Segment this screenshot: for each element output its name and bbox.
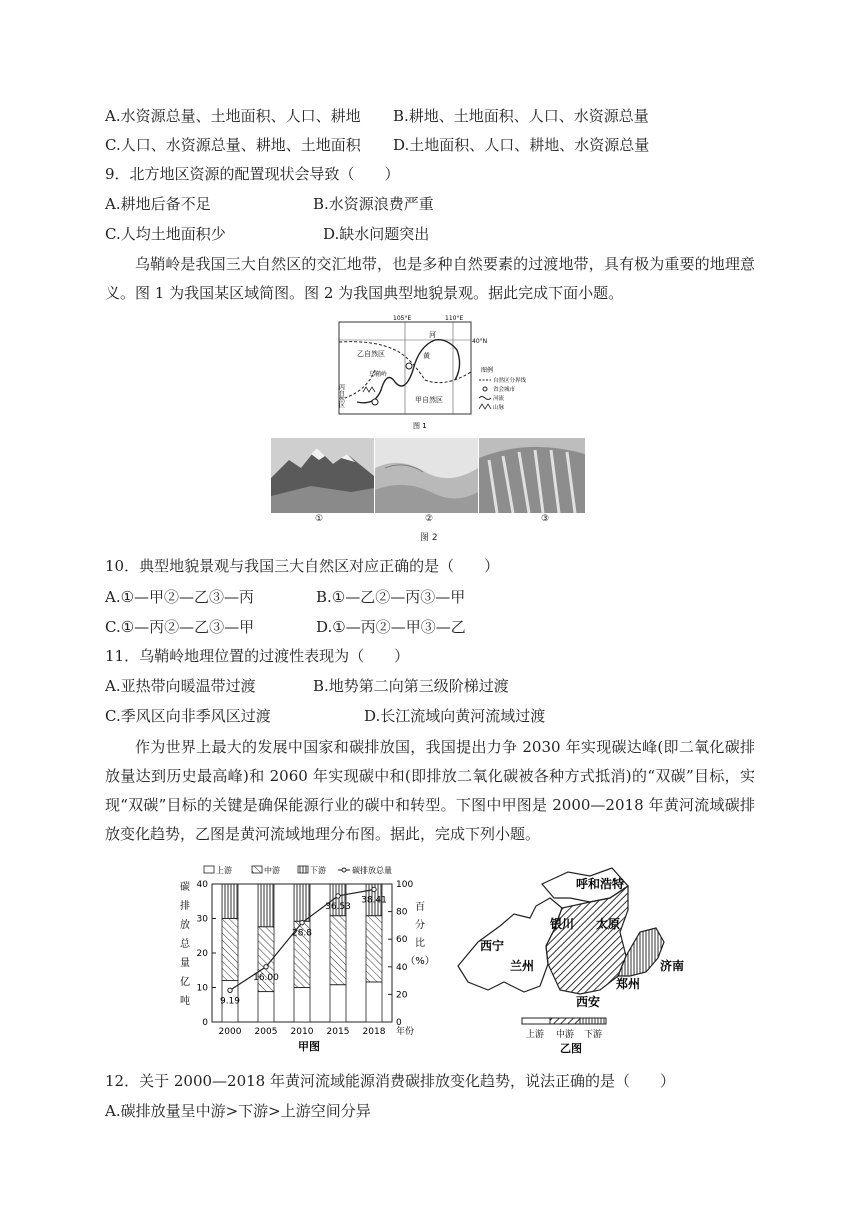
- x-tick-label: 2000: [218, 1027, 242, 1037]
- legend-line-point: [342, 868, 346, 872]
- y-left-tick-label: 0: [202, 1018, 208, 1028]
- city-yinchuan: 银川: [550, 917, 575, 931]
- river-he-label: 河: [429, 331, 436, 339]
- total-emission-data-label: 36.53: [325, 901, 351, 912]
- legend-label: 中游: [264, 866, 280, 875]
- region-jia-label: 甲自然区: [415, 396, 443, 404]
- q12-stem: 12．关于 2000—2018 年黄河流域能源消费碳排放变化趋势，说法正确的是（ ）: [105, 1072, 675, 1090]
- y-left-axis-label-char: 吨: [180, 996, 190, 1007]
- yellow-river-basin-map: [450, 858, 700, 1058]
- bar-segment-下游: [222, 884, 238, 919]
- x-tick-label: 2010: [290, 1027, 314, 1037]
- x-tick-label: 2015: [326, 1027, 350, 1037]
- x-tick-label: 2018: [362, 1027, 386, 1037]
- q8-option-c: C.人口、水资源总量、耕地、土地面积: [105, 136, 361, 154]
- bar-segment-中游: [366, 916, 382, 982]
- river-huang-label: 黄: [423, 352, 430, 360]
- y-right-tick-label: 0: [396, 1018, 402, 1028]
- y-left-tick-label: 30: [196, 914, 208, 925]
- q10-option-d: D.①—丙②—甲③—乙: [316, 618, 466, 636]
- total-emission-data-label: 9.19: [219, 996, 241, 1007]
- y-right-tick-label: 20: [396, 990, 408, 1001]
- legend-midstream-label: 中游: [556, 1030, 575, 1040]
- city-xian: 西安: [576, 995, 601, 1009]
- y-right-axis-label-char: 比: [415, 938, 425, 949]
- legend-label: 碳排放总量: [352, 866, 392, 875]
- legend-label: 下游: [310, 866, 326, 875]
- q10-option-a: A.①—甲②—乙③—丙: [105, 588, 255, 606]
- region-bing-label: 丙自然区: [337, 384, 345, 408]
- city-marker: [406, 363, 412, 369]
- bar-segment-下游: [294, 884, 310, 921]
- legend-mountain-label: 山脉: [493, 405, 505, 411]
- photo-1-snow-mountain: [271, 438, 374, 513]
- q9-stem: 9．北方地区资源的配置现状会导致（ ）: [105, 165, 400, 183]
- wushaoling-label: 乌鞘岭: [369, 371, 388, 378]
- figure1-map: [335, 310, 535, 430]
- q9-option-d: D.缺水问题突出: [323, 225, 430, 243]
- y-left-axis-label-char: 量: [180, 958, 190, 969]
- q10-option-c: C.①—丙②—乙③—甲: [105, 618, 255, 636]
- legend-downstream-swatch: [580, 1018, 606, 1024]
- city-marker: [372, 399, 378, 405]
- total-emission-point: [228, 988, 232, 992]
- legend-label: 上游: [216, 866, 232, 875]
- y-left-tick-label: 10: [196, 983, 208, 994]
- lon-105-label: 105°E: [393, 315, 412, 322]
- q11-option-b: B.地势第二向第三级阶梯过渡: [313, 677, 509, 695]
- y-left-axis-label-char: 碳: [180, 882, 190, 893]
- y-right-axis-label-char: 分: [415, 920, 425, 931]
- legend-city-label: 省会城市: [493, 387, 516, 393]
- figure1-caption: 图 1: [413, 422, 427, 430]
- photo-3-loess-gullies: [479, 438, 582, 513]
- mountain-icon: [363, 387, 375, 392]
- y-left-tick-label: 40: [196, 880, 208, 890]
- q11-option-a: A.亚热带向暖温带过渡: [105, 677, 256, 695]
- x-tick-label: 2005: [254, 1027, 278, 1037]
- y-left-axis-label-char: 放: [180, 920, 190, 931]
- lat-40-label: 40°N: [472, 338, 488, 345]
- photo-1-label: ①: [315, 514, 324, 524]
- q12-option-a: A.碳排放量呈中游>下游>上游空间分异: [105, 1102, 371, 1120]
- legend-title: 图例: [481, 367, 494, 374]
- q8-option-b: B.耕地、土地面积、人口、水资源总量: [393, 107, 649, 125]
- photo-2-sand-dunes: [375, 438, 478, 513]
- total-emission-point: [264, 965, 268, 969]
- bar-segment-上游: [258, 992, 274, 1022]
- total-emission-point: [336, 894, 340, 898]
- q10-stem: 10．典型地貌景观与我国三大自然区对应正确的是（ ）: [105, 557, 500, 575]
- lon-110-label: 110°E: [445, 315, 464, 322]
- y-left-axis-label-char: 排: [180, 901, 190, 912]
- total-emission-point: [300, 920, 304, 924]
- region-yi-label: 乙自然区: [357, 350, 385, 358]
- q8-option-d: D.土地面积、人口、耕地、水资源总量: [393, 136, 650, 154]
- legend-boundary-label: 自然区分界线: [493, 378, 527, 384]
- city-xining: 西宁: [480, 939, 505, 953]
- legend-city-icon: [483, 387, 487, 391]
- q9-option-c: C.人均土地面积少: [105, 225, 226, 243]
- total-emission-data-label: 16.00: [253, 972, 279, 983]
- carbon-emission-chart: [170, 860, 435, 1056]
- y-right-tick-label: 80: [396, 907, 408, 918]
- y-left-tick-label: 20: [196, 949, 208, 959]
- city-hohhot: 呼和浩特: [576, 877, 625, 891]
- legend-river-label: 河流: [493, 396, 505, 402]
- bar-segment-上游: [366, 982, 382, 1022]
- bar-segment-中游: [222, 919, 238, 981]
- q9-option-b: B.水资源浪费严重: [313, 195, 434, 213]
- map-caption: 乙图: [560, 1042, 582, 1055]
- x-axis-unit: 年份: [396, 1027, 415, 1037]
- bar-segment-上游: [294, 988, 310, 1023]
- y-right-tick-label: 100: [396, 880, 414, 890]
- legend-upstream-label: 上游: [526, 1030, 545, 1040]
- total-emission-point: [372, 887, 376, 891]
- legend-swatch: [204, 866, 214, 873]
- bar-segment-中游: [330, 916, 346, 985]
- q8-option-a: A.水资源总量、土地面积、人口、耕地: [105, 107, 361, 125]
- bar-segment-上游: [330, 985, 346, 1022]
- figure2-caption: 图 2: [420, 533, 438, 543]
- city-taiyuan: 太原: [596, 917, 621, 931]
- y-left-axis-label-char: 总: [180, 939, 190, 950]
- y-right-axis-label-char: 百: [415, 902, 425, 913]
- q11-stem: 11．乌鞘岭地理位置的过渡性表现为（ ）: [105, 647, 410, 665]
- q11-option-c: C.季风区向非季风区过渡: [105, 707, 271, 725]
- legend-mountain-icon: [479, 404, 491, 409]
- total-emission-data-label: 28.8: [291, 928, 313, 939]
- legend-downstream-label: 下游: [584, 1030, 603, 1040]
- y-right-axis-label-char: （%）: [405, 956, 435, 967]
- y-right-tick-label: 60: [396, 935, 408, 946]
- total-emission-data-label: 38.41: [361, 895, 387, 906]
- q10-option-b: B.①—乙②—丙③—甲: [316, 588, 466, 606]
- q9-option-a: A.耕地后备不足: [105, 195, 211, 213]
- q11-option-d: D.长江流域向黄河流域过渡: [364, 707, 546, 725]
- legend-upstream-swatch: [522, 1018, 550, 1024]
- passage-wushaoling: 乌鞘岭是我国三大自然区的交汇地带，也是多种自然要素的过渡地带，具有极为重要的地理意义。图 1 为我国某区域简图。图 2 为我国典型地貌景观。据此完成下面小题。: [105, 255, 755, 302]
- legend-river-icon: [479, 397, 491, 400]
- legend-swatch: [298, 866, 308, 873]
- bar-segment-下游: [258, 884, 274, 927]
- y-left-axis-label-char: 亿: [180, 977, 190, 988]
- y-right-tick-label: 40: [396, 962, 408, 973]
- passage-carbon: 作为世界上最大的发展中国家和碳排放国，我国提出力争 2030 年实现碳达峰(即二氧化碳排放量达到历史最高峰)和 2060 年实现碳中和(即排放二氧化碳被各种方式抵消)的“双碳”目标，实现“双碳”目标的关键是确保能源行业的碳中和转型。下图中甲图是 2000—2018 年黄河流域碳排放变化趋势，乙图是黄河流域地理分布图。据此，完成下列小题。: [105, 738, 755, 843]
- photo-2-label: ②: [425, 514, 434, 524]
- city-zhengzhou: 郑州: [616, 977, 641, 991]
- photo-3-label: ③: [541, 514, 550, 524]
- city-jinan: 济南: [660, 959, 685, 973]
- legend-midstream-swatch: [550, 1018, 580, 1024]
- city-lanzhou: 兰州: [510, 959, 535, 973]
- chart-caption: 甲图: [298, 1040, 320, 1053]
- legend-swatch: [252, 866, 262, 873]
